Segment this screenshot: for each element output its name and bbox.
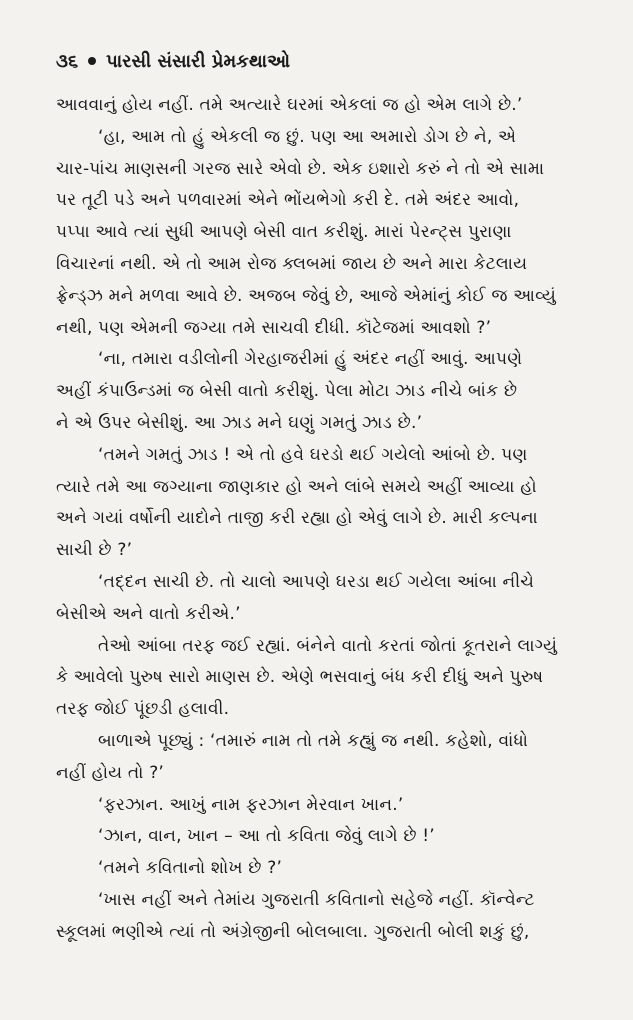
text-line: ત્યારે તમે આ જગ્યાના જાણકાર હો અને લાંબે સમયે અહીં આવ્યા હો [56, 476, 537, 497]
text-line: ચાર-પાંચ માણસની ગરજ સારે એવો છે. એક ઇશારો કરું ને તો એ સામા [56, 158, 545, 179]
text-line: ‘તમને કવિતાનો શોખ છે ?’ [98, 858, 283, 879]
text-line: ને એ ઉપર બેસીશું. આ ઝાડ મને ઘણું ગમતું ઝાડ છે.’ [56, 412, 423, 433]
text-line: આવવાનું હોય નહીં. તમે અત્યારે ઘરમાં એકલાં જ હો એમ લાગે છે.’ [56, 95, 523, 115]
text-line: ફ્રેન્ડ્ઝ મને મળવા આવે છે. અજબ જેવું છે, આજે એમાંનું કોઈ જ આવ્યું [56, 285, 556, 306]
text-line: તરફ જોઈ પૂંછડી હલાવી. [56, 699, 230, 720]
text-line: ‘ફરઝાન. આખું નામ ફરઝાન મેરવાન ખાન.’ [98, 794, 404, 815]
text-line: અહીં કંપાઉન્ડમાં જ બેસી વાતો કરીશું. પેલા મોટા ઝાડ નીચે બાંક છે [56, 381, 518, 402]
text-line: ‘ઝાન, વાન, ખાન – આ તો કવિતા જેવું લાગે છે !’ [98, 826, 435, 847]
text-line: ‘તમને ગમતું ઝાડ ! એ તો હવે ઘરડો થઈ ગયેલો આંબો છે. પણ [98, 444, 528, 465]
text-line: પપ્પા આવે ત્યાં સુધી આપણે બેસી વાત કરીશું. મારાં પેરન્ટ્સ પુરાણા [56, 222, 512, 243]
text-line: અને ગયાં વર્ષોની યાદોને તાજી કરી રહ્યા હો એવું લાગે છે. મારી કલ્પના [56, 508, 538, 529]
page-number: ૩૬ [56, 50, 79, 72]
book-title: પારસી સંસારી પ્રેમકથાઓ [106, 50, 290, 72]
text-line: ‘ખાસ નહીં અને તેમાંય ગુજરાતી કવિતાનો સહેજે નહીં. કૉન્વેન્ટ [98, 889, 535, 910]
text-line: ‘હા, આમ તો હું એકલી જ છું. પણ આ અમારો ડોગ છે ને, એ [98, 126, 517, 147]
text-line: પર તૂટી પડે અને પળવારમાં એને ભોંયભેગો કરી દે. તમે અંદર આવો, [56, 190, 520, 211]
text-line: બાળાએ પૂછ્યું : ‘તમારું નામ તો તમે કહ્યું જ નથી. કહેશો, વાંધો [98, 730, 529, 751]
text-line: કે આવેલો પુરુષ સારો માણસ છે. એણે ભસવાનું બંધ કરી દીધું અને પુરુષ [56, 667, 544, 688]
body-text [56, 90, 608, 949]
running-header [56, 44, 605, 78]
text-line: નથી, પણ એમની જગ્યા તમે સાચવી દીધી. કૉટેજમાં આવશો ?’ [56, 317, 492, 338]
text-line: વિચારનાં નથી. એ તો આમ રોજ ક્લબમાં જાય છે અને મારા કેટલાય [56, 253, 528, 274]
text-line: સ્કૂલમાં ભણીએ ત્યાં તો અંગ્રેજીની બોલબાલા. ગુજરાતી બોલી શકું છું, [56, 921, 530, 942]
text-line: બેસીએ અને વાતો કરીએ.’ [56, 603, 241, 624]
bullet-icon [88, 57, 96, 65]
text-line: સાચી છે ?’ [56, 540, 133, 561]
text-line: ‘તદ્દન સાચી છે. તો ચાલો આપણે ઘરડા થઈ ગયેલા આંબા નીચે [98, 571, 535, 592]
text-line: તેઓ આંબા તરફ જઈ રહ્યાં. બંનેને વાતો કરતાં જોતાં કૂતરાને લાગ્યું [98, 635, 558, 656]
text-line: નહીં હોય તો ?’ [56, 762, 165, 783]
text-line: ‘ના, તમારા વડીલોની ગેરહાજરીમાં હું અંદર નહીં આવું. આપણે [98, 349, 523, 370]
